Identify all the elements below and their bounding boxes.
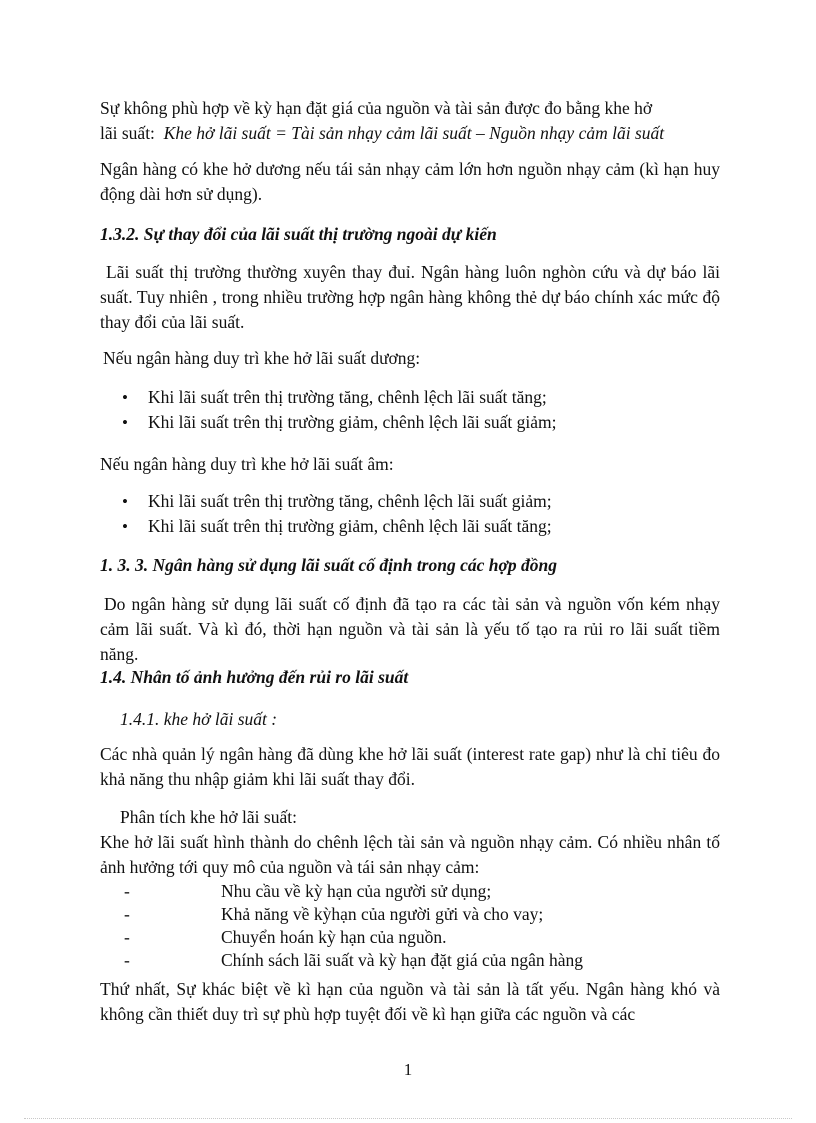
heading-1-4: 1.4. Nhân tố ảnh hưởng đến rủi ro lãi suất [100,667,409,687]
heading-1-3-2: 1.3.2. Sự thay đổi của lãi suất thị trường ngoài dự kiến [100,224,497,244]
paragraph-7: Các nhà quản lý ngân hàng đã dùng khe hở lãi suất (interest rate gap) như là chỉ tiêu đo khả năng thu nhập giảm khi lãi suất thay đổi. [100,744,720,789]
paragraph-5: Nếu ngân hàng duy trì khe hở lãi suất âm: [100,454,394,474]
page-number: 1 [403,1060,413,1079]
list-item: • Khi lãi suất trên thị trường giảm, chênh lệch lãi suất giảm; [100,410,720,435]
list-item: • Khi lãi suất trên thị trường tăng, chênh lệch lãi suất tăng; [100,385,720,410]
list-item: - Chuyển hoán kỳ hạn của nguồn. [100,926,720,949]
paragraph-4: Nếu ngân hàng duy trì khe hở lãi suất dương: [103,348,421,368]
paragraph-10: Thứ nhất, Sự khác biệt về kì hạn của nguồn và tài sản là tất yếu. Ngân hàng khó và không cần thiết duy trì sự phù hợp tuyệt đối về kì hạn giữa các nguồn và các [100,979,720,1024]
heading-1-4-1: 1.4.1. khe hở lãi suất : [120,709,278,729]
positive-gap-list [100,385,720,435]
list-item: - Nhu cầu về kỳ hạn của người sử dụng; [100,880,720,903]
list-item: - Chính sách lãi suất và kỳ hạn đặt giá của ngân hàng [100,949,720,972]
negative-gap-list [100,489,720,539]
paragraph-1-line-1: Sự không phù hợp về kỳ hạn đặt giá của nguồn và tài sản được đo bằng khe hở [100,98,653,118]
page-bottom-divider [24,1118,792,1119]
paragraph-8: Phân tích khe hở lãi suất: [120,807,297,827]
heading-1-3-3: 1. 3. 3. Ngân hàng sử dụng lãi suất cố định trong các hợp đồng [100,555,557,575]
list-item: - Khả năng về kỳhạn của người gửi và cho vay; [100,903,720,926]
paragraph-3: Lãi suất thị trường thường xuyên thay đuỉ. Ngân hàng luôn nghòn cứu và dự báo lãi suất. Tuy nhiên , trong nhiều trường hợp ngân hàng không thẻ dự báo chính xác mức độ thay đổi của lãi suất. [100,262,720,332]
paragraph-9: Khe hở lãi suất hình thành do chênh lệch tài sản và nguồn nhạy cảm. Có nhiều nhân tố ảnh hưởng tới quy mô của nguồn và tái sản nhạy cảm: [100,832,720,877]
list-item: • Khi lãi suất trên thị trường tăng, chênh lệch lãi suất giảm; [100,489,720,514]
list-item: • Khi lãi suất trên thị trường giảm, chênh lệch lãi suất tăng; [100,514,720,539]
paragraph-1 [100,96,720,146]
gap-formula: Khe hở lãi suất = Tài sản nhạy cảm lãi suất – Nguồn nhạy cảm lãi suất [163,123,665,143]
factor-list [100,880,720,972]
paragraph-2: Ngân hàng có khe hở dương nếu tái sản nhạy cảm lớn hơn nguồn nhạy cảm (kì hạn huy động dài hơn sử dụng). [100,159,720,204]
paragraph-1-lead: lãi suất: [100,123,155,143]
paragraph-6: Do ngân hàng sử dụng lãi suất cố định đã tạo ra các tài sản và nguồn vốn kém nhạy cảm lãi suất. Và kì đó, thời hạn nguồn và tài sản là yếu tố tạo ra rủi ro lãi suất tiềm năng. [100,594,720,664]
